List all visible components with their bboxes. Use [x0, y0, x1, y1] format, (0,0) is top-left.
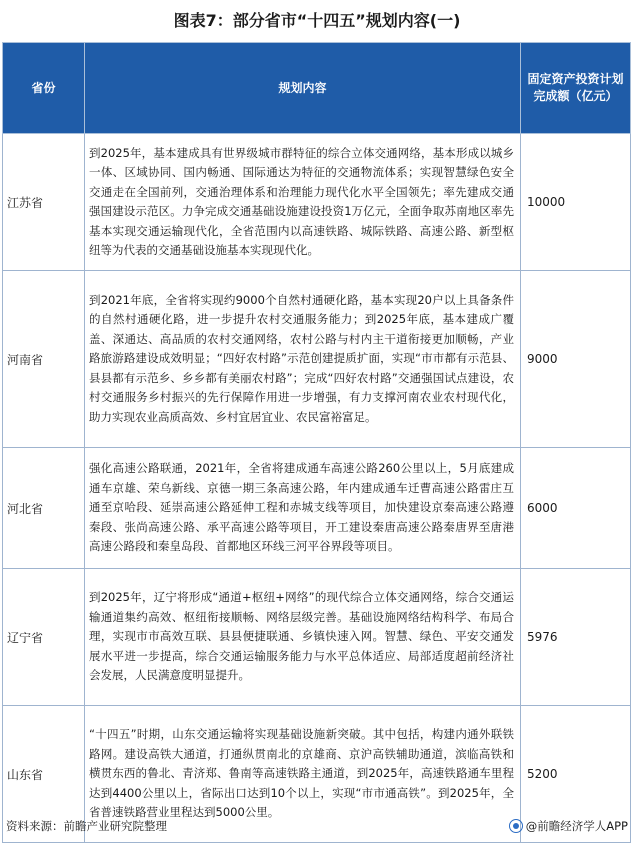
amount-cell: 5976 [521, 569, 631, 706]
amount-cell: 10000 [521, 134, 631, 271]
header-amount: 固定资产投资计划完成额（亿元） [521, 43, 631, 134]
brand-credit [509, 818, 628, 834]
table-row [3, 448, 631, 569]
planning-table [2, 42, 631, 843]
table-row [3, 271, 631, 448]
content-cell: 到2025年，辽宁将形成“通道+枢纽+网络”的现代综合立体交通网络，综合交通运输通道集约高效、枢纽衔接顺畅、网络层级完善。基础设施网络结构科学、布局合理，实现市市高效互联、县县便捷联通、乡镇快速入网。智慧、绿色、平安交通发展水平进一步提高，综合交通运输服务能力与水平总体适应、局部适度超前经济社会发展，人民满意度明显提升。 [85, 569, 521, 706]
content-cell: 强化高速公路联通，2021年，全省将建成通车高速公路260公里以上，5月底建成通车京雄、荣乌新线、京德一期三条高速公路，年内建成通车迁曹高速公路雷庄互通至京哈段、延崇高速公路延伸工程和赤城支线等项目，加快建设京秦高速公路遵秦段、张尚高速公路、承平高速公路等项目，开工建设秦唐高速公路秦唐界至唐港高速公路段和秦皇岛段、首都地区环线三河平谷界段等项目。 [85, 448, 521, 569]
province-cell: 河南省 [3, 271, 85, 448]
content-cell: 到2021年底，全省将实现约9000个自然村通硬化路，基本实现20户以上具备条件的自然村通硬化路，进一步提升农村交通服务能力；到2025年底，基本建成广覆盖、深通达、高品质的农村交通网络，农村公路与村内主干道衔接更加顺畅，产业路旅游路建设成效明显；“四好农村路”示范创建提质扩面，实现“市市都有示范县、县县都有示范乡、乡乡都有美丽农村路”；完成“四好农村路”交通强国试点建设，农村交通服务乡村振兴的先行保障作用进一步增强，有力支撑河南农业农村现代化，助力实现农业高质高效、乡村宜居宜业、农民富裕富足。 [85, 271, 521, 448]
amount-cell: 9000 [521, 271, 631, 448]
province-cell: 辽宁省 [3, 569, 85, 706]
amount-cell: 6000 [521, 448, 631, 569]
header-content: 规划内容 [85, 43, 521, 134]
content-cell: 到2025年，基本建成具有世界级城市群特征的综合立体交通网络，基本形成以城乡一体、区域协同、国内畅通、国际通达为特征的交通物流体系；实现智慧绿色安全交通走在全国前列，交通治理体系和治理能力现代化水平全国领先；率先建成交通强国建设示范区。力争完成交通基础设施建设投资1万亿元，全面争取苏南地区率先基本实现交通运输现代化，全省范围内以高速铁路、城际铁路、高速公路、新型枢纽等为代表的交通基础设施基本实现现代化。 [85, 134, 521, 271]
table-row [3, 134, 631, 271]
province-cell: 山东省 [3, 706, 85, 843]
content-cell: “十四五”时期，山东交通运输将实现基础设施新突破。其中包括，构建内通外联铁路网。建设高铁大通道，打通纵贯南北的京雄商、京沪高铁辅助通道，滨临高铁和横贯东西的鲁北、青济郑、鲁南等高速铁路主通道，到2025年，高速铁路通车里程达到4400公里以上，省际出口达到10个以上，实现“市市通高铁”。到2025年，全省普速铁路营业里程达到5000公里。 [85, 706, 521, 843]
header-province: 省份 [3, 43, 85, 134]
amount-cell: 5200 [521, 706, 631, 843]
brand-logo-icon [509, 819, 523, 833]
table-header-row [3, 43, 631, 134]
brand-text: @前瞻经济学人APP [525, 819, 628, 833]
table-row [3, 569, 631, 706]
province-cell: 江苏省 [3, 134, 85, 271]
source-note: 资料来源：前瞻产业研究院整理 [6, 819, 167, 833]
figure-title: 图表7：部分省市“十四五”规划内容(一) [173, 11, 461, 30]
province-cell: 河北省 [3, 448, 85, 569]
